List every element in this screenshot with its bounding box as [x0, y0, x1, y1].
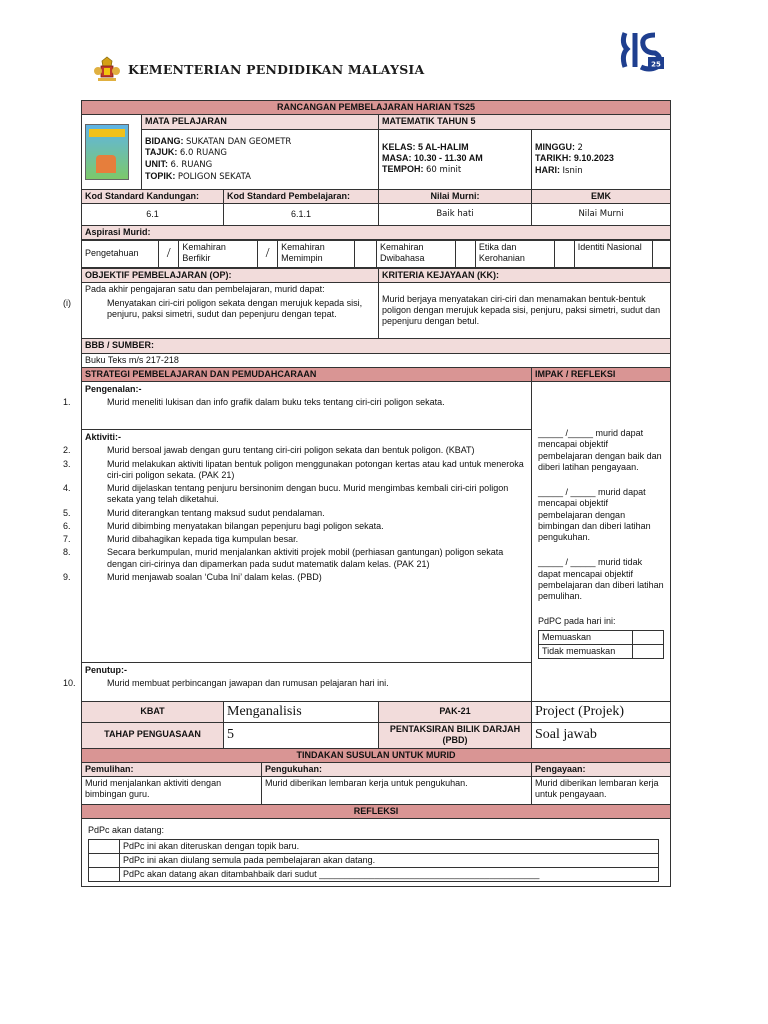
ksp-value: 6.1.1: [224, 203, 379, 225]
bbb-label: BBB / SUMBER:: [82, 339, 671, 353]
pengukuhan-label: Pengukuhan:: [262, 762, 532, 776]
tajuk-line: TAJUK: 6.0 RUANG: [145, 147, 227, 159]
kbat-value: Menganalisis: [224, 702, 379, 723]
ts25-logo-icon: [617, 27, 667, 77]
pdpc-checkbox[interactable]: [633, 644, 664, 658]
pengenalan-label: Pengenalan:-: [85, 384, 142, 394]
pengayaan-value: Murid diberikan lembaran kerja untuk pengayaan.: [532, 777, 671, 805]
aspirasi-check[interactable]: [554, 241, 574, 268]
svg-text:25: 25: [651, 60, 661, 69]
aktiviti-label: Aktiviti:-: [85, 432, 121, 442]
list-item: 8. Secara berkumpulan, murid menjalankan aktiviti projek mobil (perhiasan gantungan) poligon sekata dengan ciri-cirinya dan dipamerkan pada sudut matematik dalam kelas. (PAK 21): [63, 547, 504, 569]
tahap-label: TAHAP PENGUASAAN: [82, 722, 224, 748]
pdpc-option: Tidak memuaskan: [539, 644, 633, 658]
list-item: 9. Murid menjawab soalan ‘Cuba Ini’ dalam kelas. (PBD): [63, 571, 322, 582]
refleksi-option: PdPc ini akan diteruskan dengan topik baru.: [120, 839, 659, 853]
subject-value: MATEMATIK TAHUN 5: [379, 115, 671, 129]
op-label: OBJEKTIF PEMBELAJARAN (OP):: [82, 269, 379, 283]
pengayaan-label: Pengayaan:: [532, 762, 671, 776]
textbook-cover-icon: [85, 124, 129, 180]
list-item: 2. Murid bersoal jawab dengan guru tentang ciri-ciri poligon sekata dan bentuk poligon. (KBAT): [63, 445, 475, 456]
form-title: RANCANGAN PEMBELAJARAN HARIAN TS25: [82, 101, 671, 115]
list-item: 6. Murid dibimbing menyatakan bilangan pepenjuru bagi poligon sekata.: [63, 520, 384, 531]
op-intro: Pada akhir pengajaran satu dan pembelajaran, murid dapat:: [85, 284, 325, 295]
emk-label: EMK: [532, 189, 671, 203]
tempoh-line: TEMPOH: 60 minit: [382, 164, 462, 176]
aspirasi-item: Kemahiran Memimpin: [278, 241, 355, 268]
topik-line: TOPIK: POLIGON SEKATA: [145, 170, 251, 182]
ministry-title: KEMENTERIAN PENDIDIKAN MALAYSIA: [128, 62, 425, 77]
list-item: 1. Murid meneliti lukisan dan info grafik dalam buku teks tentang ciri-ciri poligon sekata.: [63, 397, 445, 408]
ksk-label: Kod Standard Kandungan:: [82, 189, 224, 203]
aspirasi-item: Kemahiran Berfikir: [179, 241, 258, 268]
refleksi-option: PdPc ini akan diulang semula pada pembelajaran akan datang.: [120, 853, 659, 867]
aspirasi-check[interactable]: /: [159, 241, 179, 268]
pdpc-option: Memuaskan: [539, 630, 633, 644]
ksk-value: 6.1: [82, 203, 224, 225]
refleksi-label: REFLEKSI: [82, 805, 671, 819]
refleksi-checkbox[interactable]: [89, 853, 120, 867]
aspirasi-item: Etika dan Kerohanian: [475, 241, 554, 268]
kbat-label: KBAT: [82, 702, 224, 723]
penutup-label: Penutup:-: [85, 665, 127, 675]
aspirasi-check[interactable]: [653, 241, 670, 268]
kelas-value: KELAS: 5 AL-HALIM: [382, 141, 469, 152]
bbb-value: Buku Teks m/s 217-218: [82, 353, 671, 367]
refleksi-intro: PdPc akan datang:: [88, 825, 165, 836]
malaysia-coat-of-arms-icon: [92, 54, 122, 84]
list-item: 7. Murid dibahagikan kepada tiga kumpulan besar.: [63, 534, 299, 544]
refleksi-table: [88, 839, 659, 883]
pak-value: Project (Projek): [532, 702, 671, 723]
pak-label: PAK-21: [379, 702, 532, 723]
aspirasi-item: Kemahiran Dwibahasa: [377, 241, 456, 268]
impak-label: IMPAK / REFLEKSI: [532, 367, 671, 381]
list-item: 5. Murid diterangkan tentang maksud sudut pendalaman.: [63, 507, 325, 518]
pbd-label: PENTAKSIRAN BILIK DARJAH (PBD): [379, 722, 532, 748]
pengukuhan-value: Murid diberikan lembaran kerja untuk pengukuhan.: [262, 777, 532, 805]
pemulihan-label: Pemulihan:: [82, 762, 262, 776]
strategi-label: STRATEGI PEMBELAJARAN DAN PEMUDAHCARAAN: [82, 367, 532, 381]
aspirasi-item: Pengetahuan: [82, 241, 159, 268]
aspirasi-label: Aspirasi Murid:: [82, 225, 671, 239]
tindakan-label: TINDAKAN SUSULAN UNTUK MURID: [82, 748, 671, 762]
tarikh-value: TARIKH: 9.10.2023: [535, 153, 614, 164]
unit-line: UNIT: 6. RUANG: [145, 159, 213, 170]
hari-line: HARI: Isnin: [535, 164, 583, 176]
ksp-label: Kod Standard Pembelajaran:: [224, 189, 379, 203]
refleksi-checkbox[interactable]: [89, 868, 120, 882]
impak-1: _____ /_____ murid dapat mencapai objektif pembelajaran dengan baik dan diberi latihan pengayaan.: [538, 428, 662, 472]
aspirasi-item: Identiti Nasional: [574, 241, 653, 268]
kk-label: KRITERIA KEJAYAAN (KK):: [379, 269, 671, 283]
impak-3: _____ / _____ murid tidak dapat mencapai objektif pembelajaran dan diberi latihan pemulihan.: [538, 557, 664, 601]
op-item: (i) Menyatakan ciri-ciri poligon sekata dengan merujuk kepada sisi, penjuru, paksi simetri, sudut dan pepenjuru dengan tepat.: [63, 297, 363, 319]
nilai-label: Nilai Murni:: [379, 189, 532, 203]
pdpc-label: PdPC pada hari ini:: [538, 616, 616, 627]
refleksi-checkbox[interactable]: [89, 839, 120, 853]
aspirasi-check[interactable]: [354, 241, 376, 268]
kk-text: Murid berjaya menyatakan ciri-ciri dan menamakan bentuk-bentuk poligon dengan merujuk kepada sisi, penjuru, paksi simetri, sudut dan pepenjuru dengan betul.: [379, 283, 671, 339]
aspirasi-check[interactable]: /: [258, 241, 278, 268]
list-item: 10. Murid membuat perbincangan jawapan dan rumusan pelajaran hari ini.: [63, 678, 389, 689]
mata-pelajaran-label: MATA PELAJARAN: [142, 115, 379, 129]
masa-value: MASA: 10.30 - 11.30 AM: [382, 153, 483, 164]
pbd-value: Soal jawab: [532, 722, 671, 748]
rph-form: [63, 100, 671, 887]
pdpc-checkbox[interactable]: [633, 630, 664, 644]
aspirasi-table: [82, 240, 670, 268]
list-item: 3. Murid melakukan aktiviti lipatan bentuk poligon menggunakan potongan kertas atau kad untuk meneroka ciri-ciri poligon sekata. (PAK 21): [63, 458, 524, 480]
nilai-value: Baik hati: [379, 203, 532, 225]
bidang-line: BIDANG: SUKATAN DAN GEOMETR: [145, 135, 292, 147]
refleksi-option: PdPc akan datang akan ditambahbaik dari sudut ____________________________________________: [120, 868, 659, 882]
minggu-line: MINGGU: 2: [535, 141, 583, 153]
pemulihan-value: Murid menjalankan aktiviti dengan bimbingan guru.: [82, 777, 262, 805]
pdpc-table: [538, 630, 664, 660]
emk-value: Nilai Murni: [532, 203, 671, 225]
aspirasi-check[interactable]: [455, 241, 475, 268]
tahap-value: 5: [224, 722, 379, 748]
list-item: 4. Murid dijelaskan tentang penjuru bersinonim dengan bucu. Murid mengimbas kembali ciri-ciri poligon sekata yang telah diketahui.: [63, 483, 509, 505]
impak-2: _____ / _____ murid dapat mencapai objektif pembelajaran dengan bimbingan dan diberi latihan pengukuhan.: [538, 487, 651, 542]
